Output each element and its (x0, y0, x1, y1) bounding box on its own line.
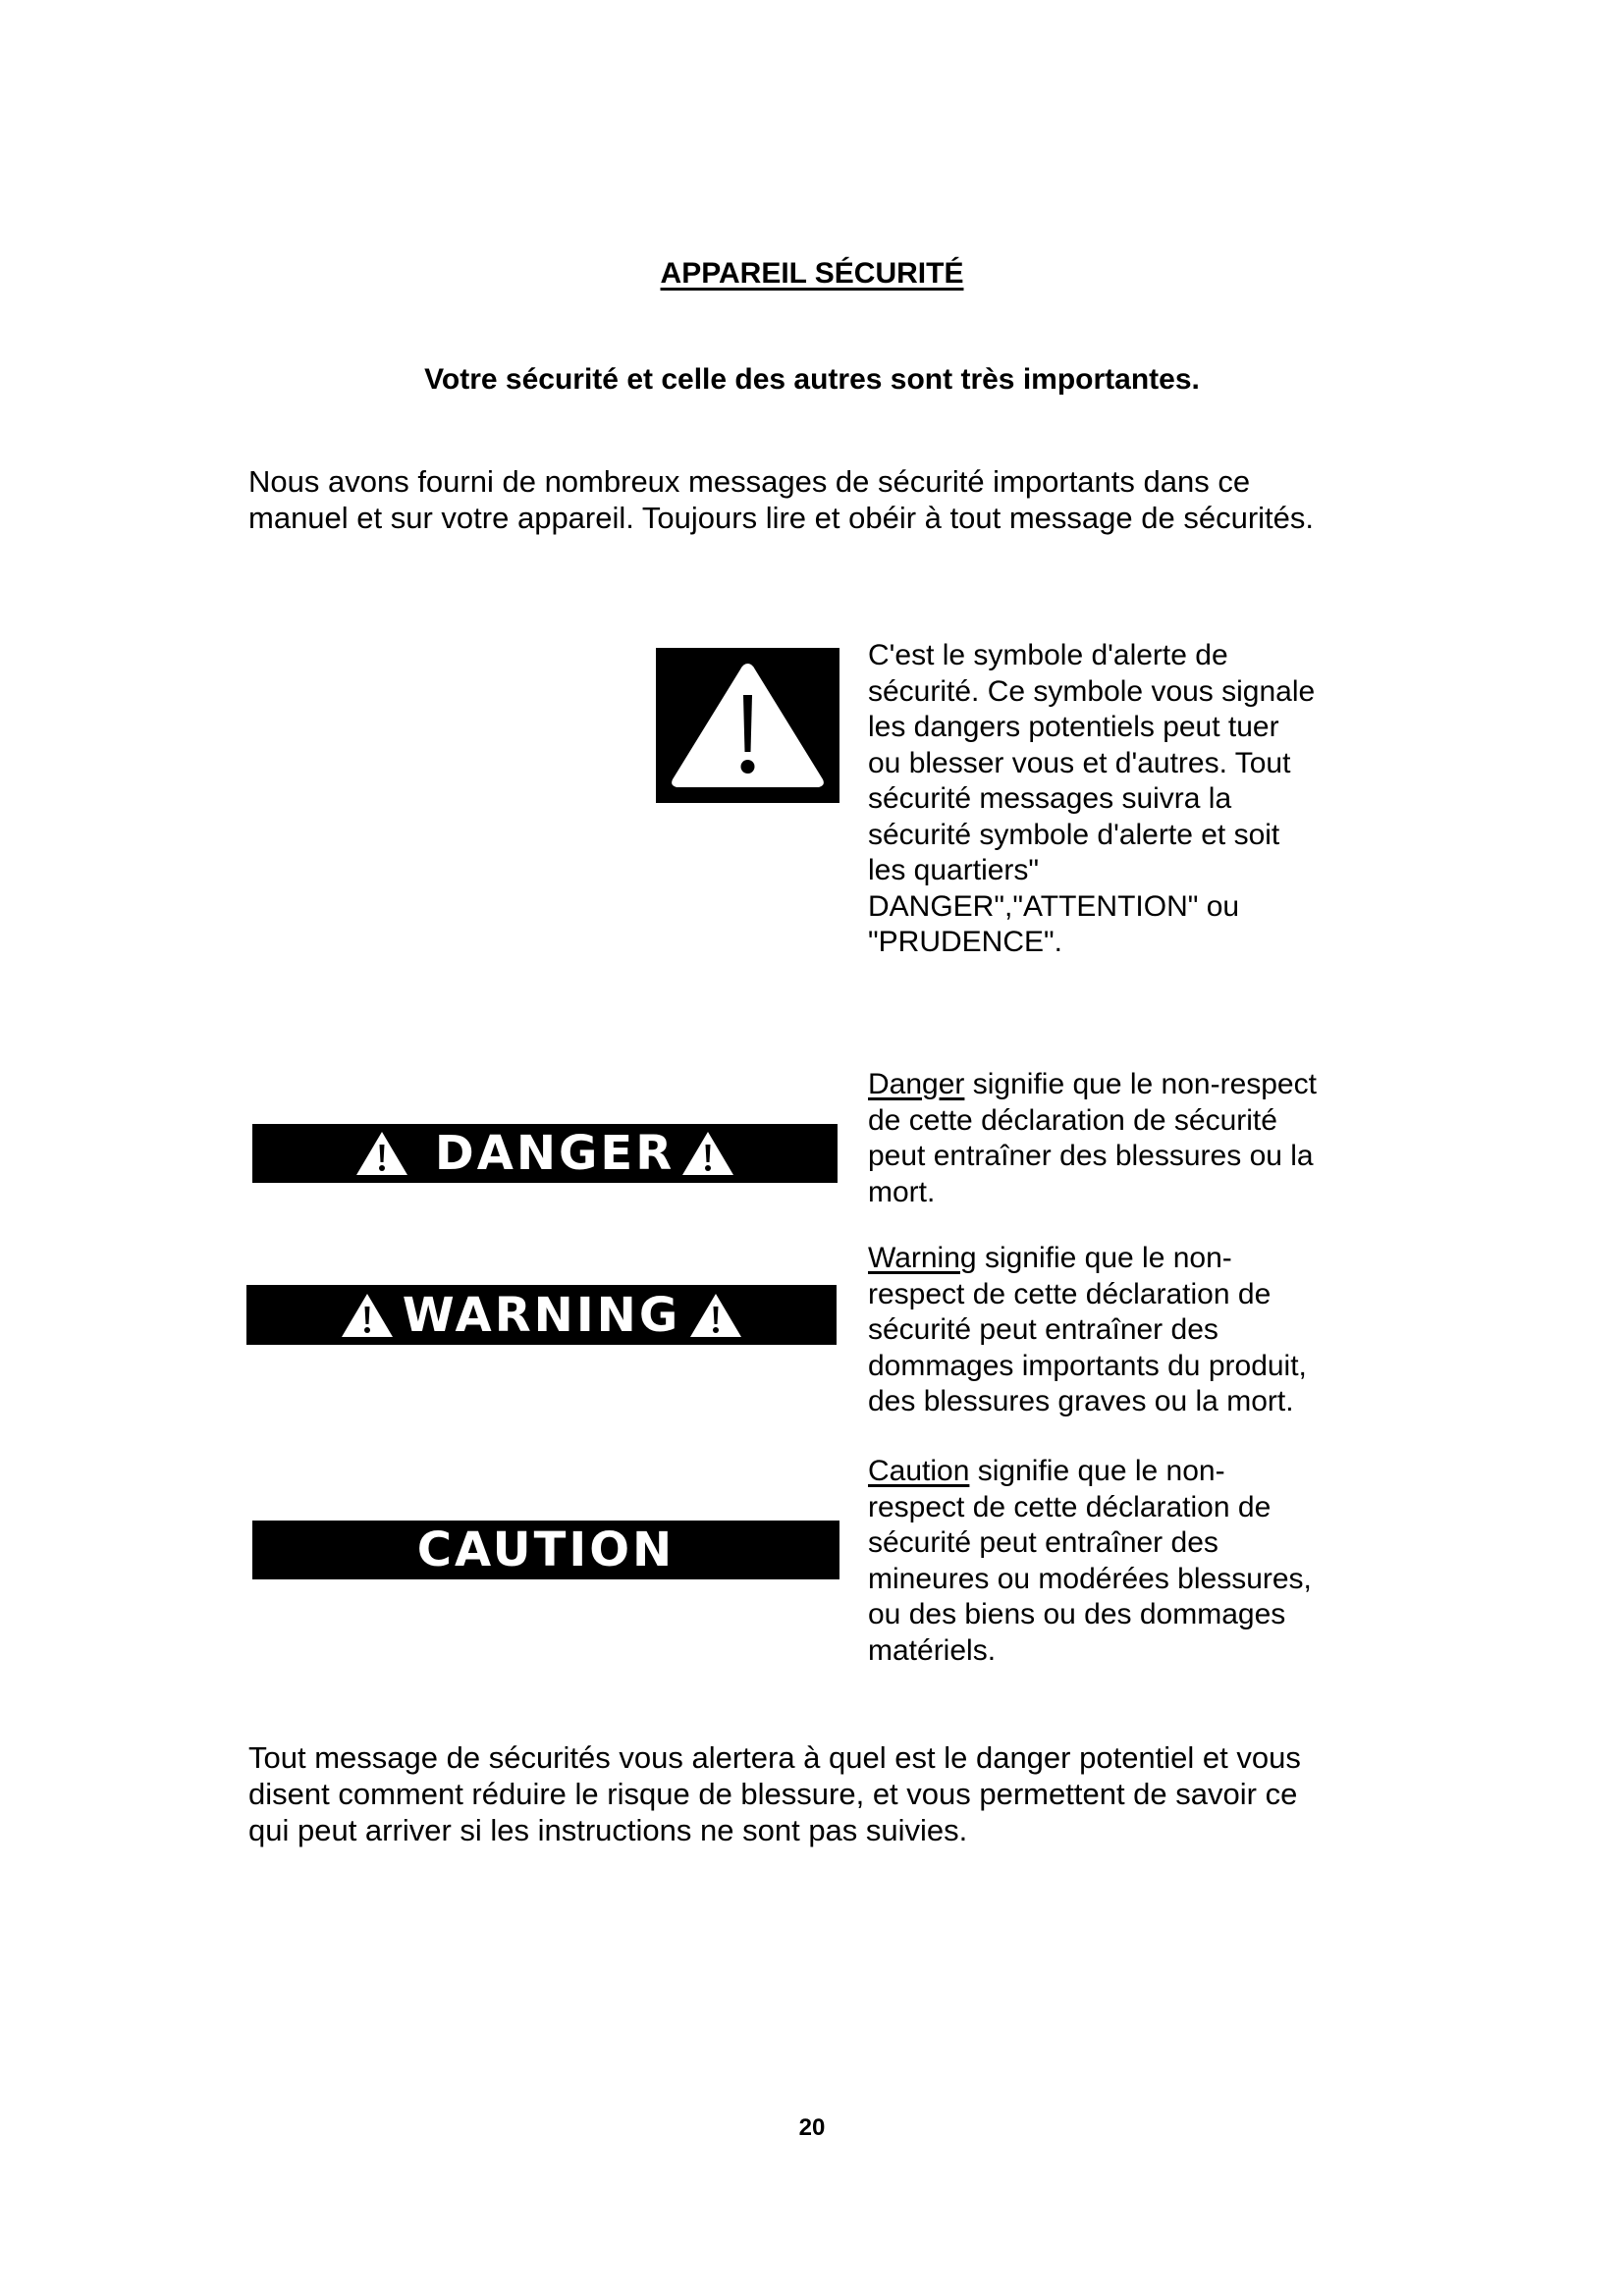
outro-line: qui peut arriver si les instructions ne sont pas suivies. (248, 1813, 968, 1847)
caution-label: CAUTION (416, 1522, 676, 1577)
text-line: respect de cette déclaration de (868, 1490, 1272, 1523)
text-line: ou blesser vous et d'autres. Tout (868, 746, 1291, 779)
text-line (868, 1241, 1359, 1277)
alert-symbol-description (868, 638, 1359, 961)
text-line: mineures ou modérées blessures, (868, 1562, 1312, 1595)
warning-keyword: Warning (868, 1242, 977, 1274)
text-line: sécurité. Ce symbole vous signale (868, 674, 1316, 708)
caution-description (868, 1454, 1359, 1669)
intro-paragraph (248, 463, 1387, 536)
text-line: sécurité symbole d'alerte et soit (868, 818, 1280, 851)
warning-triangle-icon (680, 1130, 735, 1177)
text-line: sécurité peut entraîner des (868, 1526, 1218, 1559)
warning-triangle-icon (340, 1292, 395, 1339)
text-line: les quartiers" (868, 854, 1040, 886)
warning-banner (246, 1285, 837, 1345)
danger-description (868, 1067, 1359, 1210)
danger-banner (252, 1124, 838, 1183)
text-fragment: signifie que le non- (976, 1242, 1232, 1274)
caution-keyword: Caution (868, 1455, 970, 1487)
page-subtitle: Votre sécurité et celle des autres sont très importantes. (424, 363, 1200, 396)
text-line: dommages importants du produit, (868, 1349, 1307, 1382)
text-line: ou des biens ou des dommages (868, 1598, 1286, 1630)
warning-label: WARNING (402, 1287, 681, 1343)
outro-line: disent comment réduire le risque de blessure, et vous permettent de savoir ce (248, 1777, 1298, 1811)
text-line: respect de cette déclaration de (868, 1277, 1272, 1310)
page-number: 20 (798, 2114, 826, 2141)
text-line: matériels. (868, 1633, 997, 1667)
text-line: peut entraîner des blessures ou la (868, 1140, 1314, 1172)
text-line: des blessures graves ou la mort. (868, 1385, 1294, 1417)
text-line (868, 1067, 1359, 1103)
intro-line: manuel et sur votre appareil. Toujours lire et obéir à tout message de sécurités. (248, 501, 1314, 535)
danger-label: DANGER (434, 1126, 676, 1181)
danger-keyword: Danger (868, 1068, 965, 1100)
warning-triangle-icon (354, 1130, 409, 1177)
outro-line: Tout message de sécurités vous alertera à quel est le danger potentiel et vous (248, 1740, 1301, 1775)
text-line: "PRUDENCE". (868, 926, 1062, 958)
text-line: C'est le symbole d'alerte de (868, 639, 1228, 671)
text-line: sécurité peut entraîner des (868, 1313, 1218, 1346)
text-fragment: signifie que le non- (969, 1455, 1225, 1487)
text-line: sécurité messages suivra la (868, 782, 1232, 815)
text-line: DANGER","ATTENTION" ou (868, 889, 1240, 923)
warning-triangle-icon (656, 648, 839, 803)
closing-paragraph (248, 1739, 1387, 1848)
warning-description (868, 1241, 1359, 1420)
text-line: les dangers potentiels peut tuer (868, 711, 1279, 743)
text-fragment: signifie que le non-respect (964, 1068, 1317, 1100)
intro-line: Nous avons fourni de nombreux messages de sécurité importants dans ce (248, 464, 1251, 499)
page-title: APPAREIL SÉCURITÉ (660, 257, 964, 290)
caution-banner (252, 1521, 839, 1579)
warning-triangle-icon (688, 1292, 743, 1339)
text-line (868, 1454, 1359, 1490)
text-line: mort. (868, 1175, 936, 1208)
text-line: de cette déclaration de sécurité (868, 1103, 1277, 1137)
